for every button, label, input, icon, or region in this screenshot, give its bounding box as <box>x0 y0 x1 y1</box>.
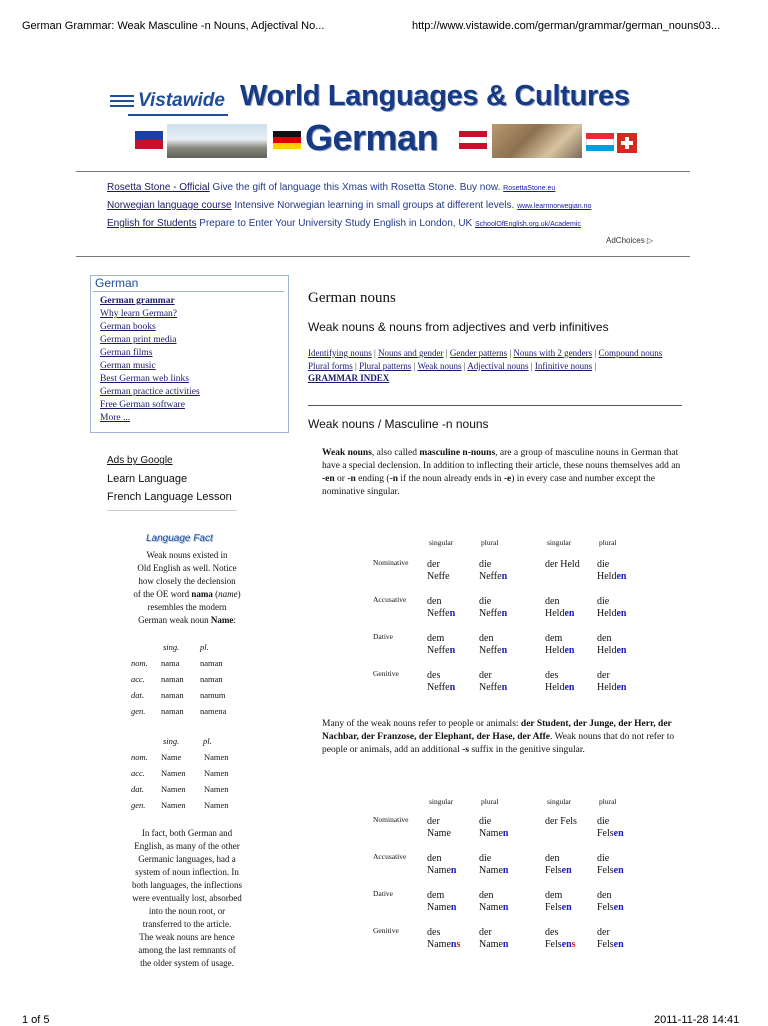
oe-form: naman <box>200 674 223 684</box>
banner-title: World Languages & Cultures <box>240 80 630 112</box>
noun-stem: Held <box>545 645 565 656</box>
declension-cell <box>479 816 508 840</box>
article: den <box>427 853 442 864</box>
nav-item-books[interactable]: German books <box>100 322 156 332</box>
column-header: singular <box>547 538 572 547</box>
weak-ending: n <box>449 682 456 693</box>
case-label: Genitive <box>373 926 399 935</box>
case-label: Accusative <box>373 852 407 861</box>
de-form: Namen <box>204 768 229 778</box>
declension-cell <box>545 927 576 951</box>
declension-cell <box>427 670 455 694</box>
de-case: dat. <box>131 784 144 794</box>
fact-text: Weak nouns existed in <box>146 550 228 560</box>
de-header-pl: pl. <box>203 736 212 746</box>
de-case: nom. <box>131 752 148 762</box>
weak-ending: en <box>561 902 572 913</box>
column-header: singular <box>547 797 572 806</box>
weak-ending: en <box>564 682 575 693</box>
fact-text-part: of the OE word <box>133 589 190 599</box>
nav-item-german-grammar[interactable]: German grammar <box>100 296 175 306</box>
declension-cell <box>597 596 626 620</box>
ads-by-google-label[interactable]: Ads by Google <box>107 455 173 466</box>
noun-stem: Name <box>427 939 451 950</box>
topic-link[interactable]: Plural forms <box>308 360 353 371</box>
ad-row[interactable] <box>107 218 581 229</box>
nav-item-music[interactable]: German music <box>100 361 156 371</box>
fact-text: both languages, the inflections <box>132 880 242 890</box>
noun-stem: Neffe <box>479 571 502 582</box>
site-logo[interactable]: Vistawide <box>138 90 225 111</box>
article: die <box>597 853 610 864</box>
column-header: plural <box>599 797 617 806</box>
oe-form: nama <box>161 658 180 668</box>
liechtenstein-flag-icon <box>135 131 163 149</box>
declension-cell <box>427 890 456 914</box>
oe-header-sing: sing. <box>163 642 180 652</box>
de-form: Namen <box>161 800 186 810</box>
oe-case: acc. <box>131 674 145 684</box>
noun-stem: Held <box>597 608 617 619</box>
article: der <box>479 670 492 681</box>
para-bold: masculine n-nouns <box>419 448 496 458</box>
noun-stem: Name <box>427 865 451 876</box>
declension-cell <box>427 596 455 620</box>
fact-oe-gloss: name <box>218 589 238 599</box>
declension-cell <box>427 816 451 840</box>
article: den <box>545 853 560 864</box>
oe-form: naman <box>161 674 184 684</box>
article: die <box>479 559 492 570</box>
fact-text: system of noun inflection. In <box>135 867 239 877</box>
weak-ending: en <box>561 865 572 876</box>
para-text: suffix in the genitive singular. <box>468 745 585 755</box>
article: dem <box>545 890 563 901</box>
para-bold: -n <box>389 474 399 484</box>
google-ads-cutoff <box>107 510 237 511</box>
case-label: Dative <box>373 889 393 898</box>
noun-stem: Fels <box>545 865 562 876</box>
weak-ending: n <box>501 682 508 693</box>
noun-stem: Neffe <box>479 608 502 619</box>
para-bold: Weak nouns <box>322 448 372 458</box>
oe-form: namena <box>200 706 227 716</box>
case-label: Nominative <box>373 815 409 824</box>
weak-ending: en <box>564 645 575 656</box>
para-bold: der Student, der Junge, der Herr, der Nachbar, der Franzose, der Elephant, der Hase, der Affe <box>322 719 672 742</box>
declension-cell <box>545 596 574 620</box>
topic-link[interactable]: Infinitive nouns <box>534 360 593 371</box>
weak-ending: n <box>502 828 509 839</box>
declension-cell <box>597 853 624 877</box>
language-fact-title: Language Fact <box>146 533 213 544</box>
declension-cell <box>479 853 508 877</box>
declension-cell <box>427 559 450 583</box>
fact-text: resembles the modern <box>147 602 227 612</box>
oe-form: naman <box>200 658 223 668</box>
declension-cell <box>479 670 507 694</box>
fact-text: English, as many of the other <box>134 841 240 851</box>
declension-cell <box>597 927 624 951</box>
fact-modern-word: Name <box>210 615 234 625</box>
print-timestamp: 2011-11-28 14:41 <box>654 1014 740 1026</box>
column-header: plural <box>481 538 499 547</box>
topic-link[interactable]: Nouns and gender <box>378 348 444 358</box>
article: den <box>545 596 560 607</box>
declension-cell <box>427 633 455 657</box>
adchoices-icon: ▷ <box>646 236 654 245</box>
ad-bottom-divider <box>76 256 690 257</box>
article: die <box>479 596 492 607</box>
topic-link[interactable]: Weak nouns <box>417 360 462 371</box>
declension-cell <box>545 890 572 914</box>
noun-stem: Held <box>597 645 617 656</box>
para-text: , are a group of masculine nouns in German that have a special declension. In addition to inflecting their article, these nouns themselves add an <box>322 448 681 471</box>
noun-stem: Fels <box>597 939 614 950</box>
para-bold: -en <box>322 474 335 484</box>
article: der <box>597 670 610 681</box>
article: dem <box>545 633 563 644</box>
fact-text: of the OE word nama (name) <box>133 589 241 599</box>
weak-ending: en <box>613 902 624 913</box>
ad-description: Intensive Norwegian learning in small groups at different levels. <box>234 200 515 211</box>
declension-cell <box>427 853 456 877</box>
weak-ending: n <box>501 608 508 619</box>
article: die <box>479 853 492 864</box>
switzerland-flag-icon <box>617 133 637 153</box>
column-header: plural <box>481 797 499 806</box>
noun-stem: Held <box>545 608 565 619</box>
noun-stem: Neffe <box>479 682 502 693</box>
logo-underline <box>128 114 228 116</box>
para-text: if the noun already ends in <box>398 474 504 484</box>
para-bold: -s <box>462 745 469 755</box>
nav-title: German <box>95 276 139 290</box>
fact-text: how closely the declension <box>138 576 236 586</box>
fact-text: In fact, both German and <box>141 828 233 838</box>
noun-stem: Name <box>479 902 503 913</box>
de-form: Namen <box>161 784 186 794</box>
topic-link[interactable]: Plural patterns <box>359 360 412 371</box>
ad-title[interactable]: Norwegian language course <box>107 200 232 211</box>
weak-ending: n <box>501 645 508 656</box>
noun-stem: Held <box>597 571 617 582</box>
fact-text: into the noun root, or <box>148 906 226 916</box>
ad-top-divider <box>76 171 690 172</box>
town-photo <box>492 124 582 158</box>
article: des <box>545 670 559 681</box>
article: die <box>597 596 610 607</box>
article: die <box>597 559 610 570</box>
article: der <box>597 927 610 938</box>
article: der <box>479 927 492 938</box>
de-case: gen. <box>131 800 146 810</box>
noun-stem: Held <box>545 682 565 693</box>
fact-text: were eventually lost, absorbed <box>132 893 242 903</box>
declension-cell <box>545 816 577 828</box>
oe-case: dat. <box>131 690 144 700</box>
ad-row[interactable] <box>107 200 591 211</box>
weak-ending: en <box>616 571 627 582</box>
weak-ending: en <box>616 608 627 619</box>
sub-heading: Weak nouns & nouns from adjectives and verb infinitives <box>308 320 609 334</box>
oe-form: naman <box>161 690 184 700</box>
weak-ending: en <box>613 865 624 876</box>
para-text: , also called <box>371 448 420 458</box>
ad-url[interactable]: RosettaStone.eu <box>503 185 556 192</box>
column-header: plural <box>599 538 617 547</box>
article: den <box>597 633 612 644</box>
topic-links: Identifying nouns | Nouns and gender | Gender patterns | Nouns with 2 genders | Compound nouns Plural forms | Plural patterns | Weak nouns | Adjectival nouns | Infinitive nouns | GRAMMAR INDEX <box>308 348 663 383</box>
fact-text: transferred to the article. <box>142 919 232 929</box>
de-form: Namen <box>204 800 229 810</box>
case-label: Nominative <box>373 558 409 567</box>
weak-ending: n <box>449 645 456 656</box>
nav-item-web-links[interactable]: Best German web links <box>100 374 189 384</box>
para-text: . Weak nouns that do not refer to people or animals, add an additional <box>322 732 675 755</box>
topic-link[interactable]: Nouns with 2 genders <box>513 348 593 358</box>
fact-text: Old English as well. Notice <box>137 563 237 573</box>
adchoices-link[interactable] <box>606 236 653 245</box>
column-header: singular <box>429 538 454 547</box>
de-form: Namen <box>204 784 229 794</box>
declension-cell <box>479 633 507 657</box>
topic-link[interactable]: Identifying nouns <box>308 348 372 358</box>
logo-lines-icon <box>110 95 134 110</box>
fact-text: the older system of usage. <box>140 958 234 968</box>
declension-cell <box>545 559 580 571</box>
nav-title-divider <box>93 291 284 292</box>
fact-text: The weak nouns are hence <box>139 932 235 942</box>
weak-ending: en <box>616 682 627 693</box>
nav-item-films[interactable]: German films <box>100 348 153 358</box>
page-title: German Grammar: Weak Masculine -n Nouns, Adjectival No... <box>22 20 325 32</box>
oe-form: namum <box>200 690 226 700</box>
declension-cell <box>479 890 508 914</box>
de-form: Namen <box>204 752 229 762</box>
para-text: Many of the weak nouns refer to people or animals: <box>322 719 521 729</box>
noun-stem: Name <box>479 865 503 876</box>
article: der Held <box>545 559 580 570</box>
noun-stem: Name <box>479 828 503 839</box>
para-text: or <box>334 474 348 484</box>
article: der <box>427 816 440 827</box>
ad-row[interactable] <box>107 182 555 193</box>
article: des <box>427 927 441 938</box>
genitive-s: s <box>456 939 461 950</box>
section-divider <box>308 405 682 406</box>
ad-url[interactable]: www.learnnorwegian.no <box>517 203 592 210</box>
ad-description: Prepare to Enter Your University Study English in London, UK <box>199 218 473 229</box>
weak-ending: n <box>449 608 456 619</box>
topic-link[interactable]: Adjectival nouns <box>467 360 529 371</box>
de-form: Name <box>161 752 182 762</box>
noun-stem: Neffe <box>427 682 450 693</box>
para-text: ending ( <box>355 474 390 484</box>
article: des <box>427 670 441 681</box>
para-bold: -n <box>347 474 356 484</box>
case-label: Accusative <box>373 595 407 604</box>
ad-title[interactable]: Rosetta Stone - Official <box>107 182 210 193</box>
genitive-s: s <box>571 939 576 950</box>
article: den <box>479 633 494 644</box>
ad-title[interactable]: English for Students <box>107 218 197 229</box>
noun-stem: Name <box>427 828 451 839</box>
noun-stem: Fels <box>597 828 614 839</box>
weak-ending: en <box>613 939 624 950</box>
nav-item-more[interactable]: More ... <box>100 413 131 423</box>
noun-stem: Neffe <box>427 571 450 582</box>
noun-stem: Name <box>427 902 451 913</box>
weak-ending: n <box>450 939 457 950</box>
article: den <box>597 890 612 901</box>
nav-item-print-media[interactable]: German print media <box>100 335 177 345</box>
section-heading: Weak nouns / Masculine -n nouns <box>308 417 489 431</box>
fact-oe-word: nama <box>191 589 213 599</box>
article: die <box>479 816 492 827</box>
oe-form: naman <box>161 706 184 716</box>
weak-ending: n <box>502 902 509 913</box>
declension-cell <box>479 596 507 620</box>
weak-ending: n <box>502 865 509 876</box>
article: des <box>545 927 559 938</box>
nav-item-practice[interactable]: German practice activities <box>100 387 200 397</box>
nav-item-software[interactable]: Free German software <box>100 400 185 410</box>
declension-cell <box>479 927 508 951</box>
de-case: acc. <box>131 768 145 778</box>
case-label: Dative <box>373 632 393 641</box>
google-ad-link[interactable]: Learn Language <box>107 473 188 485</box>
oe-header-pl: pl. <box>200 642 209 652</box>
case-label: Genitive <box>373 669 399 678</box>
article: den <box>427 596 442 607</box>
weak-ending: n <box>502 939 509 950</box>
de-form: Namen <box>161 768 186 778</box>
weak-ending: en <box>561 939 572 950</box>
noun-stem: Held <box>597 682 617 693</box>
para-bold: -e <box>503 474 512 484</box>
column-header: singular <box>429 797 454 806</box>
weak-ending: en <box>564 608 575 619</box>
noun-stem: Fels <box>597 865 614 876</box>
article: die <box>597 816 610 827</box>
weak-ending: en <box>613 828 624 839</box>
declension-cell <box>597 633 626 657</box>
noun-stem: Fels <box>545 939 562 950</box>
de-header-sing: sing. <box>163 736 180 746</box>
article: der Fels <box>545 816 577 827</box>
para-text: ) in every case and number except the nominative singular. <box>322 474 655 497</box>
germany-flag-icon <box>273 131 301 149</box>
grammar-index-link[interactable]: GRAMMAR INDEX <box>308 373 390 383</box>
declension-cell <box>427 927 460 951</box>
article: dem <box>427 633 445 644</box>
adchoices-label: AdChoices <box>606 236 645 245</box>
article: der <box>427 559 440 570</box>
austria-flag-icon <box>459 131 487 149</box>
google-ad-link[interactable]: French Language Lesson <box>107 491 232 503</box>
fact-text-part: German weak noun <box>138 615 209 625</box>
weak-ending: en <box>616 645 627 656</box>
banner-subtitle: German <box>305 117 439 158</box>
main-heading: German nouns <box>308 290 396 306</box>
people-animals-paragraph <box>322 718 682 757</box>
noun-stem: Neffe <box>479 645 502 656</box>
ad-description: Give the gift of language this Xmas with Rosetta Stone. Buy now. <box>212 182 501 193</box>
page-count: 1 of 5 <box>22 1014 50 1026</box>
ad-url[interactable]: SchoolOfEnglish.org.uk/Academic <box>475 221 581 228</box>
noun-stem: Fels <box>545 902 562 913</box>
oe-case: nom. <box>131 658 148 668</box>
fact-text: German weak noun Name: <box>138 615 236 625</box>
bridge-photo <box>167 124 267 158</box>
luxembourg-flag-icon <box>586 133 614 151</box>
weak-nouns-paragraph <box>322 447 682 499</box>
declension-cell <box>545 853 572 877</box>
declension-cell <box>597 559 626 583</box>
noun-stem: Neffe <box>427 645 450 656</box>
nav-item-why-learn[interactable]: Why learn German? <box>100 309 178 319</box>
noun-stem: Name <box>479 939 503 950</box>
oe-case: gen. <box>131 706 146 716</box>
declension-cell <box>597 816 624 840</box>
noun-stem: Fels <box>597 902 614 913</box>
weak-ending: n <box>450 902 457 913</box>
declension-cell <box>545 670 574 694</box>
noun-stem: Neffe <box>427 608 450 619</box>
declension-cell <box>545 633 574 657</box>
fact-text: among the last remnants of <box>138 945 236 955</box>
article: dem <box>427 890 445 901</box>
declension-cell <box>597 670 626 694</box>
declension-cell <box>479 559 507 583</box>
declension-cell <box>597 890 624 914</box>
topic-link[interactable]: Gender patterns <box>449 348 508 358</box>
topic-link[interactable]: Compound nouns <box>598 348 663 358</box>
article: den <box>479 890 494 901</box>
fact-text: Germanic languages, had a <box>138 854 236 864</box>
page-url: http://www.vistawide.com/german/grammar/german_nouns03... <box>412 20 721 32</box>
weak-ending: n <box>501 571 508 582</box>
weak-ending: n <box>450 865 457 876</box>
